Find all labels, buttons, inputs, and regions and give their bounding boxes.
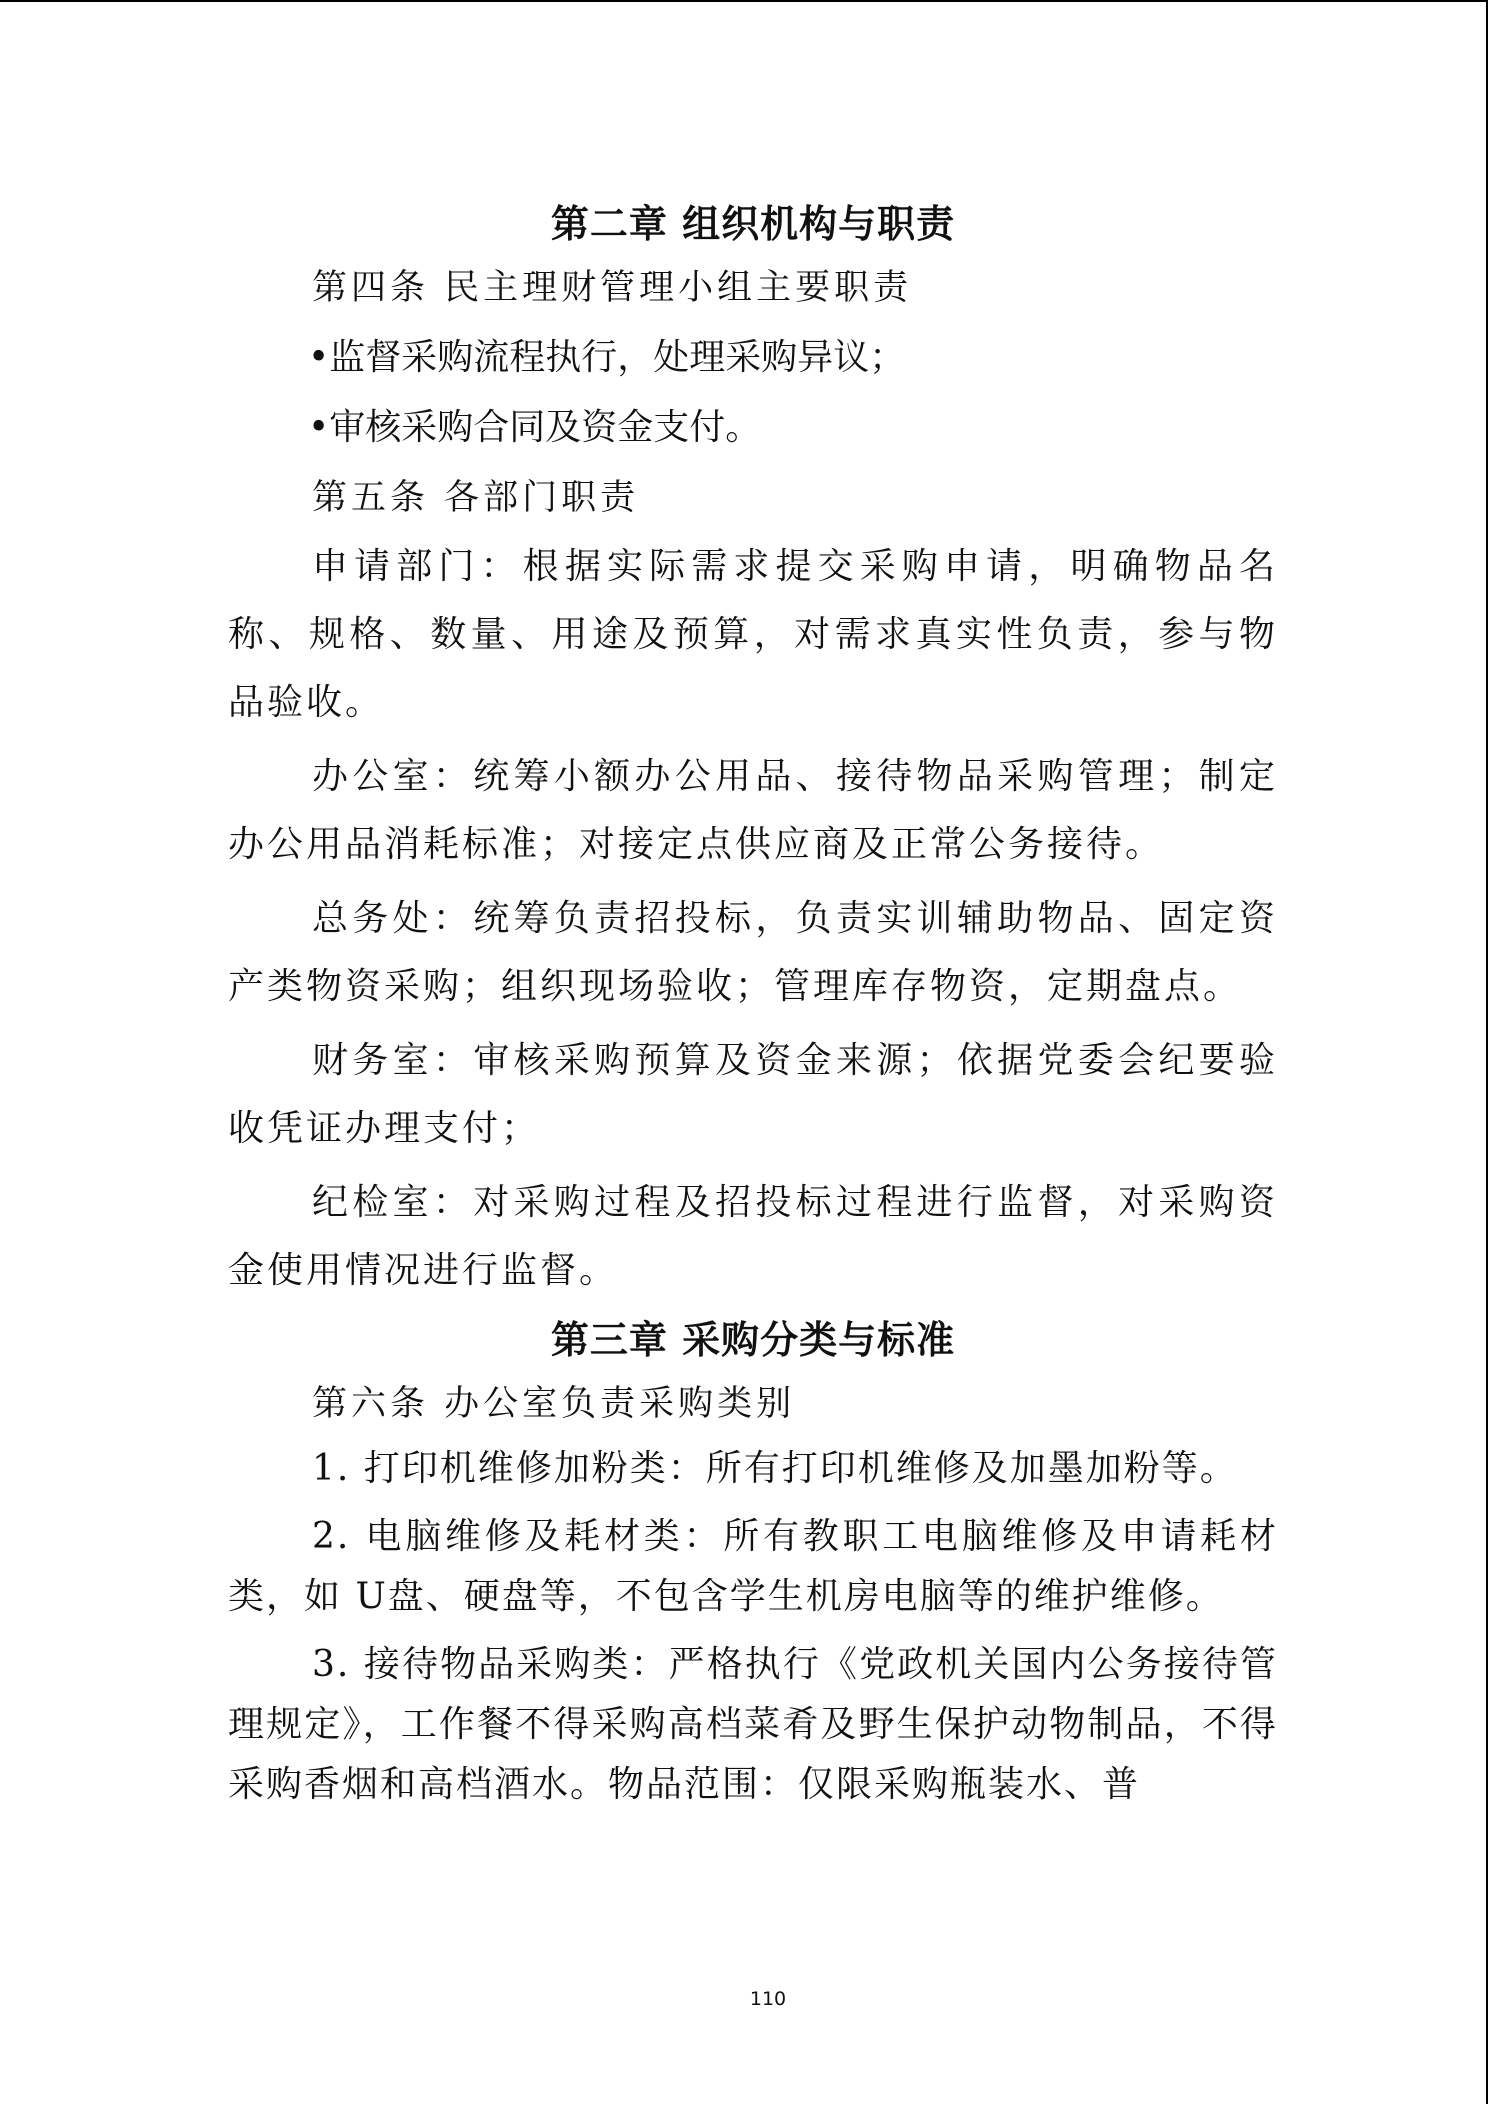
article-4-bullet: •审核采购合同及资金支付。 [308, 407, 762, 448]
department-duty-paragraph: 财务室：审核采购预算及资金来源；依据党委会纪要验收凭证办理支付； [228, 1040, 1278, 1149]
procurement-category-item: 3. 接待物品采购类：严格执行《党政机关国内公务接待管理规定》，工作餐不得采购高档菜肴及野生保护动物制品，不得采购香烟和高档酒水。物品范围：仅限采购瓶装水、普 [228, 1644, 1278, 1805]
page-number: 110 [749, 1988, 787, 2010]
procurement-category-item: 1. 打印机维修加粉类：所有打印机维修及加墨加粉等。 [312, 1448, 1238, 1489]
chapter-3-title: 第三章 采购分类与标准 [550, 1318, 956, 1362]
article-6-title: 第六条 办公室负责采购类别 [312, 1384, 796, 1424]
document-body [228, 195, 1278, 1823]
chapter-2-title: 第二章 组织机构与职责 [550, 202, 956, 246]
department-duty-paragraph: 纪检室：对采购过程及招投标过程进行监督，对采购资金使用情况进行监督。 [228, 1182, 1278, 1291]
department-duty-paragraph: 总务处：统筹负责招投标，负责实训辅助物品、固定资产类物资采购；组织现场验收；管理库存物资，定期盘点。 [228, 898, 1278, 1007]
article-4-bullet: •监督采购流程执行，处理采购异议； [308, 337, 906, 378]
article-5-title: 第五条 各部门职责 [312, 478, 640, 518]
article-4-title: 第四条 民主理财管理小组主要职责 [312, 268, 913, 308]
department-duty-paragraph: 申请部门：根据实际需求提交采购申请，明确物品名称、规格、数量、用途及预算，对需求真实性负责，参与物品验收。 [228, 546, 1278, 723]
department-duty-paragraph: 办公室：统筹小额办公用品、接待物品采购管理；制定办公用品消耗标准；对接定点供应商及正常公务接待。 [228, 756, 1278, 865]
procurement-category-item: 2. 电脑维修及耗材类：所有教职工电脑维修及申请耗材类，如 U盘、硬盘等，不包含学生机房电脑等的维护维修。 [228, 1516, 1278, 1617]
